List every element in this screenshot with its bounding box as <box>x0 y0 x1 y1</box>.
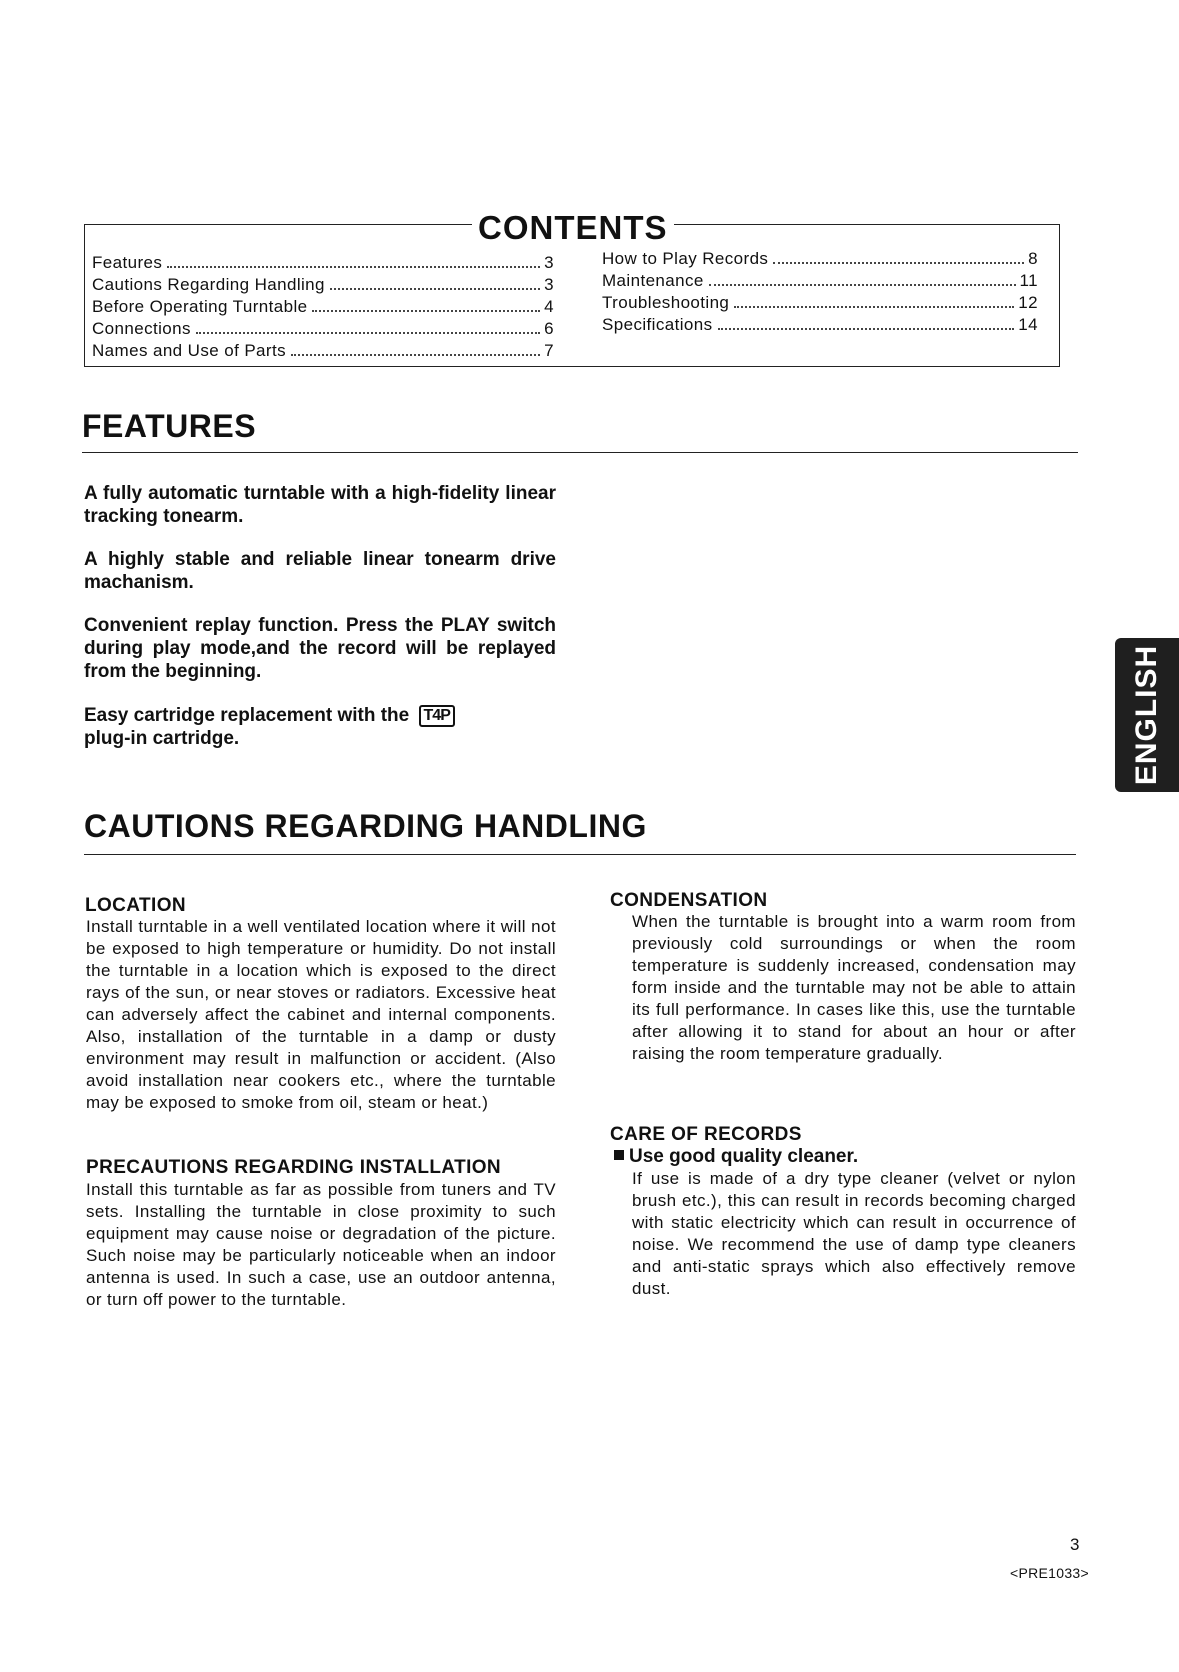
toc-entry-page: 6 <box>544 319 554 338</box>
feature-item: A fully automatic turntable with a high-fidelity linear tracking tonearm. <box>84 483 556 527</box>
toc-entry-label: Connections <box>92 319 191 338</box>
toc-leader-dots <box>773 248 1024 264</box>
toc-entry[interactable] <box>92 252 554 274</box>
condensation-text: When the turntable is brought into a warm room from previously cold surroundings or when the room temperature is suddenly increased, condensation may form inside and the turntable may not be able to attain its full performance. In cases like this, use the turntable after allowing it to stand for about an hour or after raising the room temperature gradually. <box>632 912 1076 1063</box>
toc-leader-dots <box>734 292 1014 308</box>
care-of-records-heading: CARE OF RECORDS <box>610 1124 802 1145</box>
toc-leader-dots <box>718 314 1015 330</box>
toc-entry-label: Names and Use of Parts <box>92 341 286 360</box>
toc-entry-page: 14 <box>1018 315 1038 334</box>
toc-entry-page: 3 <box>544 275 554 294</box>
toc-entry-page: 11 <box>1019 271 1038 290</box>
toc-entry-label: How to Play Records <box>602 249 769 268</box>
feature-cartridge-suffix: plug-in cartridge. <box>84 728 240 749</box>
toc-entry-page: 3 <box>544 253 554 272</box>
cautions-heading: CAUTIONS REGARDING HANDLING <box>84 808 647 844</box>
care-of-records-text: If use is made of a dry type cleaner (velvet or nylon brush etc.), this can result in records becoming charged with static electricity which can result in occurrence of noise. We recommend the use of damp type cleaners and anti-static sprays which also effectively remove dust. <box>632 1169 1076 1298</box>
care-of-records-bullet <box>614 1146 858 1168</box>
feature-item: A highly stable and reliable linear tonearm drive machanism. <box>84 549 556 593</box>
toc-right-column <box>602 248 1038 336</box>
page-number: 3 <box>1070 1535 1080 1554</box>
toc-entry-label: Troubleshooting <box>602 293 730 312</box>
contents-title: CONTENTS <box>472 208 674 248</box>
features-divider <box>82 452 1078 453</box>
toc-leader-dots <box>196 318 540 334</box>
feature-cartridge-text: Easy cartridge replacement with the <box>84 705 410 726</box>
toc-entry-label: Cautions Regarding Handling <box>92 275 325 294</box>
toc-entry[interactable] <box>602 270 1038 292</box>
toc-entry-label: Features <box>92 253 163 272</box>
toc-entry[interactable] <box>602 292 1038 314</box>
feature-item: Convenient replay function. Press the PLAY switch during play mode,and the record will be replayed from the beginning. <box>84 615 556 682</box>
language-tab-label: ENGLISH <box>1130 644 1163 786</box>
installation-heading: PRECAUTIONS REGARDING INSTALLATION <box>86 1157 502 1178</box>
toc-entry-page: 8 <box>1028 249 1038 268</box>
location-heading: LOCATION <box>85 895 187 916</box>
toc-entry-label: Specifications <box>602 315 713 334</box>
location-text: Install turntable in a well ventilated location where it will not be exposed to high temperature or humidity. Do not install the turntable in a location which is exposed to the direct rays of the sun, or near stoves or radiators. Excessive heat can adversely affect the cabinet and internal components. Also, installation of the turntable in a damp or dusty environment may result in malfunction or accident. (Also avoid installation near cookers etc., where the turntable may be exposed to smoke from oil, steam or heat.) <box>86 917 556 1112</box>
toc-entry[interactable] <box>92 296 554 318</box>
toc-leader-dots <box>312 296 540 312</box>
toc-entry-label: Before Operating Turntable <box>92 297 308 316</box>
model-code: <PRE1033> <box>1010 1565 1089 1581</box>
toc-entry[interactable] <box>602 248 1038 270</box>
t4p-logo: T4P <box>419 705 455 727</box>
toc-entry[interactable] <box>92 340 554 362</box>
features-heading: FEATURES <box>82 408 257 444</box>
toc-entry-page: 7 <box>544 341 554 360</box>
condensation-heading: CONDENSATION <box>610 890 768 911</box>
toc-entry[interactable] <box>602 314 1038 336</box>
toc-entry[interactable] <box>92 274 554 296</box>
toc-entry-label: Maintenance <box>602 271 704 290</box>
toc-leader-dots <box>330 274 540 290</box>
toc-leader-dots <box>291 340 540 356</box>
toc-entry-page: 12 <box>1018 293 1038 312</box>
toc-leader-dots <box>167 252 540 268</box>
toc-entry[interactable] <box>92 318 554 340</box>
care-of-records-bullet-text: Use good quality cleaner. <box>629 1146 859 1167</box>
toc-entry-page: 4 <box>544 297 554 316</box>
cautions-divider <box>84 854 1076 855</box>
feature-item-cartridge <box>84 704 556 750</box>
toc-left-column <box>92 252 554 362</box>
toc-leader-dots <box>709 270 1016 286</box>
installation-text: Install this turntable as far as possible from tuners and TV sets. Installing the turntable in close proximity to such equipment may cause noise or degradation of the picture. Such noise may be particularly noticeable when an indoor antenna is used. In such a case, use an outdoor antenna, or turn off power to the turntable. <box>86 1180 556 1309</box>
square-bullet-icon <box>614 1150 624 1160</box>
language-tab <box>1115 638 1179 792</box>
